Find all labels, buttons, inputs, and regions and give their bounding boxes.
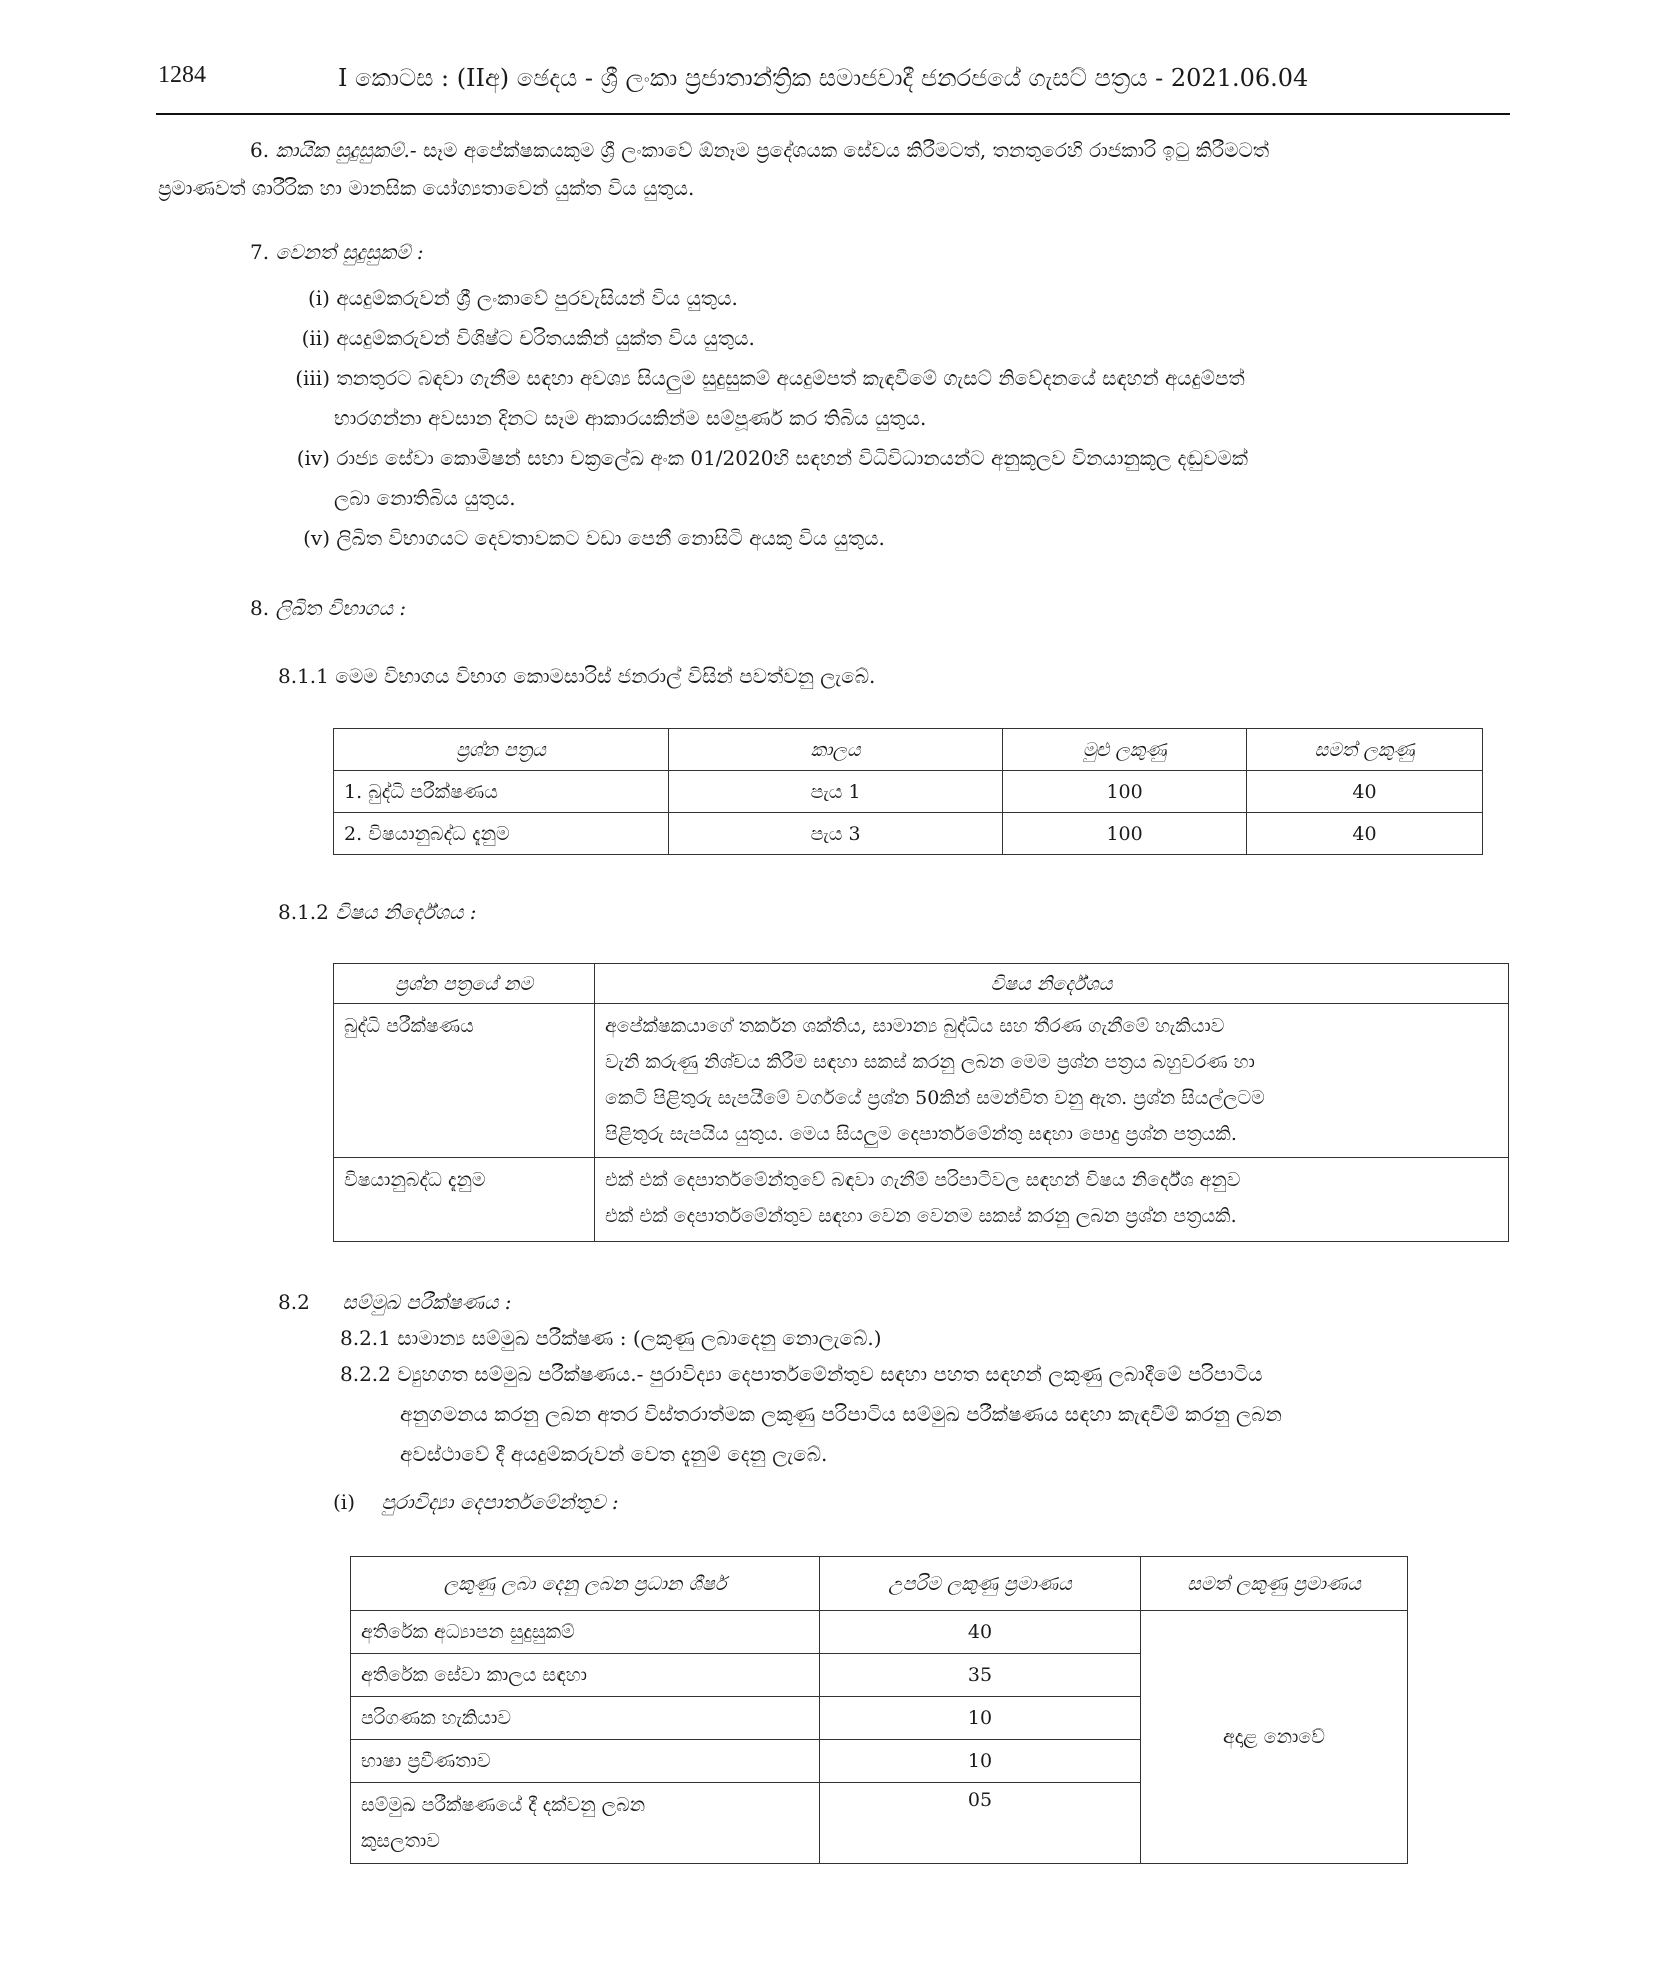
item-text: අයදුම්කරුවන් ශ්‍රී ලංකාවේ පුරවැසියන් විය යුතුය. [336, 286, 738, 310]
syllabus-line: අපේක්ෂකයාගේ තර්කන ශක්තිය, සාමාන්‍ය බුද්ධිය සහ තීරණ ගැනීමේ හැකියාව [605, 1015, 1225, 1037]
table-row [351, 1611, 1408, 1654]
syllabus-line: වැනි කරුණු නිශ්චය කිරීම සඳහා සකස් කරනු ලබන මෙම ප්‍රශ්න පත්‍රය බහුවරණ හා [605, 1051, 1255, 1073]
header-rule [156, 113, 1510, 115]
table-row [334, 1158, 1509, 1242]
item-label: (ii) [301, 326, 330, 350]
section-8-2-heading [278, 1282, 512, 1322]
section-7-heading [250, 232, 424, 272]
table-cell: අතිරේක අධ්‍යාපන සුදුසුකම් [351, 1611, 820, 1654]
section-8-title: ලිඛිත විභාගය : [275, 596, 407, 620]
table-cell: 10 [820, 1740, 1141, 1783]
table-cell: විෂයානුබද්ධ දැනුම [334, 1158, 595, 1242]
section-8-2-2-line-2: අනුගමනය කරනු ලබන අතර විස්තරාත්මක ලකුණු පරිපාටිය සම්මුඛ පරීක්ෂණය සඳහා කැඳවීම් කරනු ලබන [400, 1402, 1282, 1426]
table-row [334, 1004, 1509, 1158]
table-cell: 40 [1246, 771, 1482, 813]
syllabus-line: පිළිතුරු සැපයිය යුතුය. මෙය සියලුම දෙපාර්තමේන්තු සඳහා පොදු ප්‍රශ්න පත්‍රයකි. [605, 1123, 1237, 1145]
section-8-1-2-number: 8.1.2 [278, 900, 329, 924]
section-8-2-1: 8.2.1 සාමාන්‍ය සම්මුඛ පරීක්ෂණ : (ලකුණු ලබාදෙනු නොලැබේ.) [340, 1326, 882, 1350]
section-8-2-number: 8.2 [278, 1290, 310, 1314]
table-cell: පැය 1 [669, 771, 1003, 813]
interview-marks-table [350, 1556, 1408, 1864]
item-text: ලිඛිත විභාගයට දෙවතාවකට වඩා පෙනී නොසිටි අයකු විය යුතුය. [336, 526, 885, 550]
column-header: මුළු ලකුණු [1003, 729, 1247, 771]
page-number: 1284 [158, 62, 206, 88]
section-6-cont [158, 168, 694, 208]
section-6-title: කායික සුදුසුකම්.- [275, 138, 417, 162]
section-8-2-2-line-3: අවස්ථාවේ දී අයදුම්කරුවන් වෙත දැනුම් දෙනු ලැබේ. [400, 1442, 828, 1466]
item-label: (iv) [296, 446, 330, 470]
table-cell [595, 1004, 1509, 1158]
item-label: (i) [307, 286, 330, 310]
exam-papers-table [333, 728, 1483, 855]
section-7-item-iii [282, 358, 1245, 438]
table-row [334, 813, 1483, 855]
table-cell-line-2: කුසලතාව [361, 1830, 440, 1852]
table-cell: 35 [820, 1654, 1141, 1697]
table-cell: බුද්ධි පරීක්ෂණය [334, 1004, 595, 1158]
section-7-item-ii [290, 318, 755, 358]
column-header: ලකුණු ලබා දෙනු ලබන ප්‍රධාන ශීර්ෂ [351, 1557, 820, 1611]
table-header-row [334, 729, 1483, 771]
section-8-heading [250, 588, 406, 628]
pass-marks-cell: අදාළ නොවේ [1141, 1611, 1408, 1864]
section-8-2-2-line-1: 8.2.2 ව්‍යුහගත සම්මුඛ පරීක්ෂණය.- පුරාවිද්‍යා දෙපාර්තමේන්තුව සඳහා පහත සඳහන් ලකුණු ලබාදීමේ පරිපාටිය [340, 1362, 1263, 1386]
table-cell [351, 1783, 820, 1864]
table-cell-line-1: සම්මුඛ පරීක්ෂණයේ දී දක්වනු ලබන [361, 1794, 646, 1816]
subsection-i-heading [333, 1482, 619, 1522]
table-cell: 05 [820, 1783, 1141, 1864]
subsection-i-label: (i) [333, 1490, 356, 1514]
table-cell: 2. විෂයානුබද්ධ දැනුම [334, 813, 669, 855]
item-text-line-2: ලබා නොතිබිය යුතුය. [334, 486, 516, 510]
table-cell: 1. බුද්ධි පරීක්ෂණය [334, 771, 669, 813]
table-cell: 100 [1003, 771, 1247, 813]
item-text: අයදුම්කරුවන් විශිෂ්ට චරිතයකින් යුක්ත විය යුතුය. [336, 326, 755, 350]
section-8-1-2-title: විෂය නිර්දේශය : [335, 900, 477, 924]
syllabus-line: එක් එක් දෙපාර්තමේන්තුවේ බඳවා ගැනීම් පරිපාටිවල සඳහන් විෂය නිර්දේශ අනුව [605, 1169, 1241, 1191]
table-header-row [351, 1557, 1408, 1611]
table-cell: භාෂා ප්‍රවීණතාව [351, 1740, 820, 1783]
syllabus-line: කෙටි පිළිතුරු සැපයීමේ වර්ගයේ ප්‍රශ්න 50කින් සමන්විත වනු ඇත. ප්‍රශ්න සියල්ලටම [605, 1087, 1265, 1109]
item-text-line-2: භාරගන්නා අවසාන දිනට සෑම ආකාරයකින්ම සම්පූර්ණ කර තිබිය යුතුය. [334, 406, 927, 430]
column-header: කාලය [669, 729, 1003, 771]
section-8-number: 8. [250, 596, 270, 620]
table-header-row [334, 964, 1509, 1004]
gazette-header-title: I කොටස : (IIඅ) ඡෙදය - ශ්‍රී ලංකා ප්‍රජාතාන්ත්‍රික සමාජවාදී ජනරජයේ ගැසට් පත්‍රය - 2021.06.04 [338, 64, 1309, 92]
section-8-2-title: සම්මුඛ පරීක්ෂණය : [342, 1290, 512, 1314]
section-6-line-1: සෑම අපේක්ෂකයකුම ශ්‍රී ලංකාවේ ඕනෑම ප්‍රදේශයක සේවය කිරීමටත්, තනතුරෙහි රාජකාරි ඉටු කිරීමටත් [423, 138, 1270, 162]
item-label: (iii) [295, 366, 330, 390]
column-header: උපරිම ලකුණු ප්‍රමාණය [820, 1557, 1141, 1611]
table-cell: 10 [820, 1697, 1141, 1740]
column-header: සමත් ලකුණු [1246, 729, 1482, 771]
section-8-2-2 [340, 1354, 1282, 1474]
table-cell [595, 1158, 1509, 1242]
section-7-item-iv [282, 438, 1248, 518]
section-6-number: 6. [250, 138, 270, 162]
table-cell: අතිරේක සේවා කාලය සඳහා [351, 1654, 820, 1697]
table-cell: පරිගණක හැකියාව [351, 1697, 820, 1740]
table-cell: පැය 3 [669, 813, 1003, 855]
section-8-1-1: 8.1.1 මෙම විභාගය විභාග කොමසාරිස් ජනරාල් විසින් පවත්වනු ලැබේ. [278, 664, 876, 688]
subsection-i-title: පුරාවිද්‍යා දෙපාර්තමේන්තුව : [381, 1490, 619, 1514]
table-cell: 40 [820, 1611, 1141, 1654]
section-6 [250, 130, 1269, 170]
table-row [334, 771, 1483, 813]
section-7-item-i [290, 278, 1510, 318]
section-7-item-v [290, 518, 885, 558]
table-cell: 100 [1003, 813, 1247, 855]
section-7-number: 7. [250, 240, 270, 264]
item-text-line-1: රාජ්‍ය සේවා කොමිෂන් සභා චක්‍රලේඛ අංක 01/2020හි සඳහන් විධිවිධානයන්ට අනුකූලව විනයානුකූල දඬුවමක් [336, 446, 1248, 470]
column-header: සමත් ලකුණු ප්‍රමාණය [1141, 1557, 1408, 1611]
column-header: ප්‍රශ්න පත්‍රයේ නම [334, 964, 595, 1004]
section-7-title: වෙනත් සුදුසුකම් : [275, 240, 424, 264]
table-cell: 40 [1246, 813, 1482, 855]
syllabus-table [333, 963, 1509, 1242]
item-label: (v) [303, 526, 330, 550]
section-8-1-2 [278, 892, 477, 932]
item-text-line-1: තනතුරට බඳවා ගැනීම සඳහා අවශ්‍ය සියලුම සුදුසුකම් අයදුම්පත් කැඳවීමේ ගැසට් නිවේදනයේ සඳහන් අයදුම්පත් [336, 366, 1245, 390]
column-header: ප්‍රශ්න පත්‍රය [334, 729, 669, 771]
section-6-line-2: ප්‍රමාණවත් ශාරීරික හා මානසික යෝග්‍යතාවෙන් යුක්ත විය යුතුය. [158, 176, 695, 200]
column-header: විෂය නිර්දේශය [595, 964, 1509, 1004]
syllabus-line: එක් එක් දෙපාර්තමේන්තුව සඳහා වෙන වෙනම සකස් කරනු ලබන ප්‍රශ්න පත්‍රයකි. [605, 1205, 1237, 1227]
